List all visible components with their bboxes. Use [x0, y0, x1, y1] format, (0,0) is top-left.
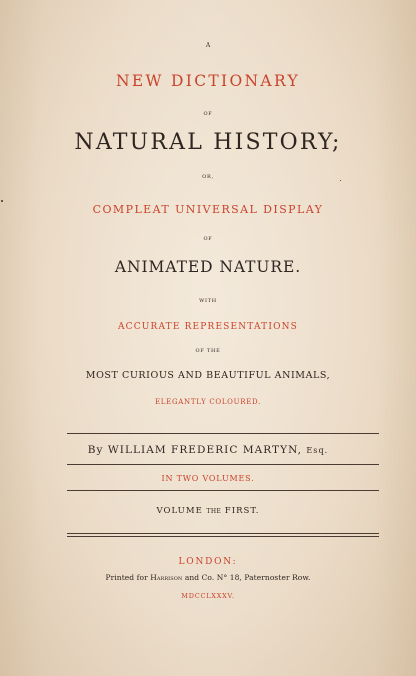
- title-natural-history: NATURAL HISTORY;: [74, 130, 342, 155]
- rule-below-author: [67, 464, 379, 465]
- of-the-connector: OF THE: [195, 348, 221, 354]
- esquire-label: Esq.: [306, 446, 329, 455]
- article-a: A: [205, 42, 211, 49]
- volume-line: [0, 506, 416, 516]
- title-new-dictionary: NEW DICTIONARY: [115, 72, 301, 90]
- with-connector: WITH: [199, 298, 217, 304]
- rule-below-volumes: [67, 490, 379, 491]
- elegantly-coloured: ELEGANTLY COLOURED.: [154, 398, 261, 406]
- in-two-volumes: IN TWO VOLUMES.: [161, 474, 255, 483]
- volume-first: FIRST.: [224, 506, 260, 516]
- author-name: WILLIAM FREDERIC MARTYN,: [107, 444, 303, 456]
- rule-top: [67, 433, 379, 434]
- of-connector-1: OF: [203, 111, 213, 117]
- volume-the: THE: [206, 508, 222, 515]
- of-connector-2: OF: [203, 236, 213, 242]
- accurate-representations: ACCURATE REPRESENTATIONS: [117, 322, 298, 332]
- subtitle-compleat-universal-display: COMPLEAT UNIVERSAL DISPLAY: [92, 203, 324, 216]
- or-connector: OR,: [202, 174, 214, 180]
- printed-for: Printed for: [105, 573, 148, 582]
- subtitle-animated-nature: ANIMATED NATURE.: [114, 258, 302, 276]
- paper-speck: [1, 200, 3, 202]
- volume-word: VOLUME: [156, 506, 203, 516]
- printer-address: and Co. N° 18, Paternoster Row.: [184, 573, 311, 582]
- paper-speck: [340, 180, 341, 181]
- imprint-printer: [0, 573, 416, 582]
- double-rule-upper: [67, 533, 379, 534]
- double-rule-lower: [67, 536, 379, 537]
- imprint-date: MDCCLXXXV.: [181, 592, 235, 600]
- author-line: [0, 444, 416, 456]
- by-label: By: [87, 444, 104, 456]
- printer-name: Harrison: [150, 573, 183, 582]
- most-curious-animals: MOST CURIOUS AND BEAUTIFUL ANIMALS,: [85, 370, 331, 381]
- imprint-city: LONDON:: [178, 557, 238, 567]
